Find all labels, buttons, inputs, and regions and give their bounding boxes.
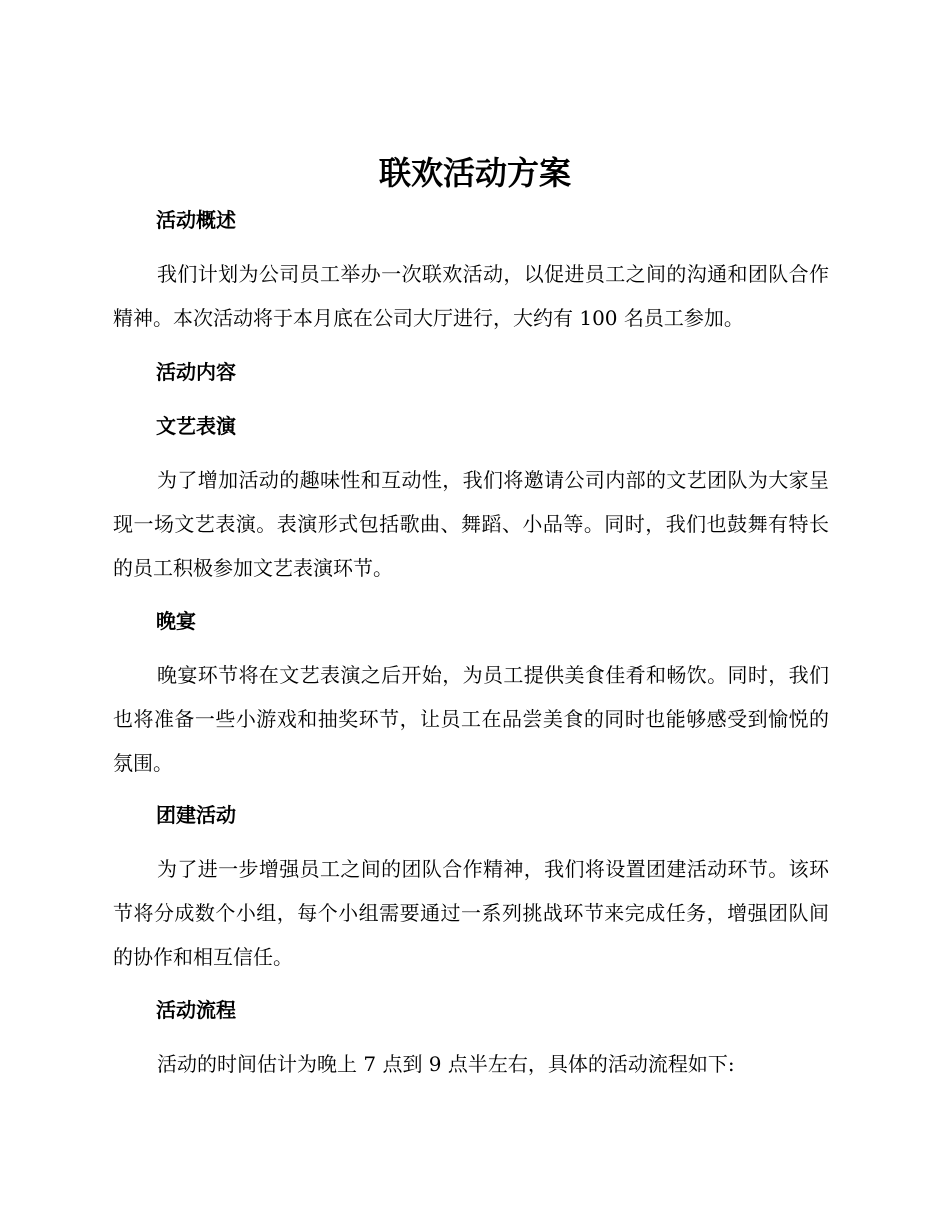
section-heading-teambuilding: 团建活动 <box>156 803 236 827</box>
section-heading-content: 活动内容 <box>156 360 236 384</box>
section-heading-schedule: 活动流程 <box>156 998 236 1022</box>
document-title: 联欢活动方案 <box>378 154 571 192</box>
section-paragraph-schedule: 活动的时间估计为晚上 7 点到 9 点半左右，具体的活动流程如下: <box>157 1052 735 1076</box>
section-paragraph-performance: 为了增加活动的趣味性和互动性，我们将邀请公司内部的文艺团队为大家呈现一场文艺表演。表演形式包括歌曲、舞蹈、小品等。同时，我们也鼓舞有特长的员工积极参加文艺表演环节。 <box>113 468 829 580</box>
section-heading-performance: 文艺表演 <box>156 414 236 438</box>
section-paragraph-overview: 我们计划为公司员工举办一次联欢活动，以促进员工之间的沟通和团队合作精神。本次活动将于本月底在公司大厅进行，大约有 100 名员工参加。 <box>113 262 829 330</box>
section-heading-banquet: 晚宴 <box>156 609 196 633</box>
section-heading-overview: 活动概述 <box>156 208 236 232</box>
section-paragraph-banquet: 晚宴环节将在文艺表演之后开始，为员工提供美食佳肴和畅饮。同时，我们也将准备一些小游戏和抽奖环节，让员工在品尝美食的同时也能够感受到愉悦的氛围。 <box>113 663 829 775</box>
section-paragraph-teambuilding: 为了进一步增强员工之间的团队合作精神，我们将设置团建活动环节。该环节将分成数个小组，每个小组需要通过一系列挑战环节来完成任务，增强团队间的协作和相互信任。 <box>113 857 829 969</box>
